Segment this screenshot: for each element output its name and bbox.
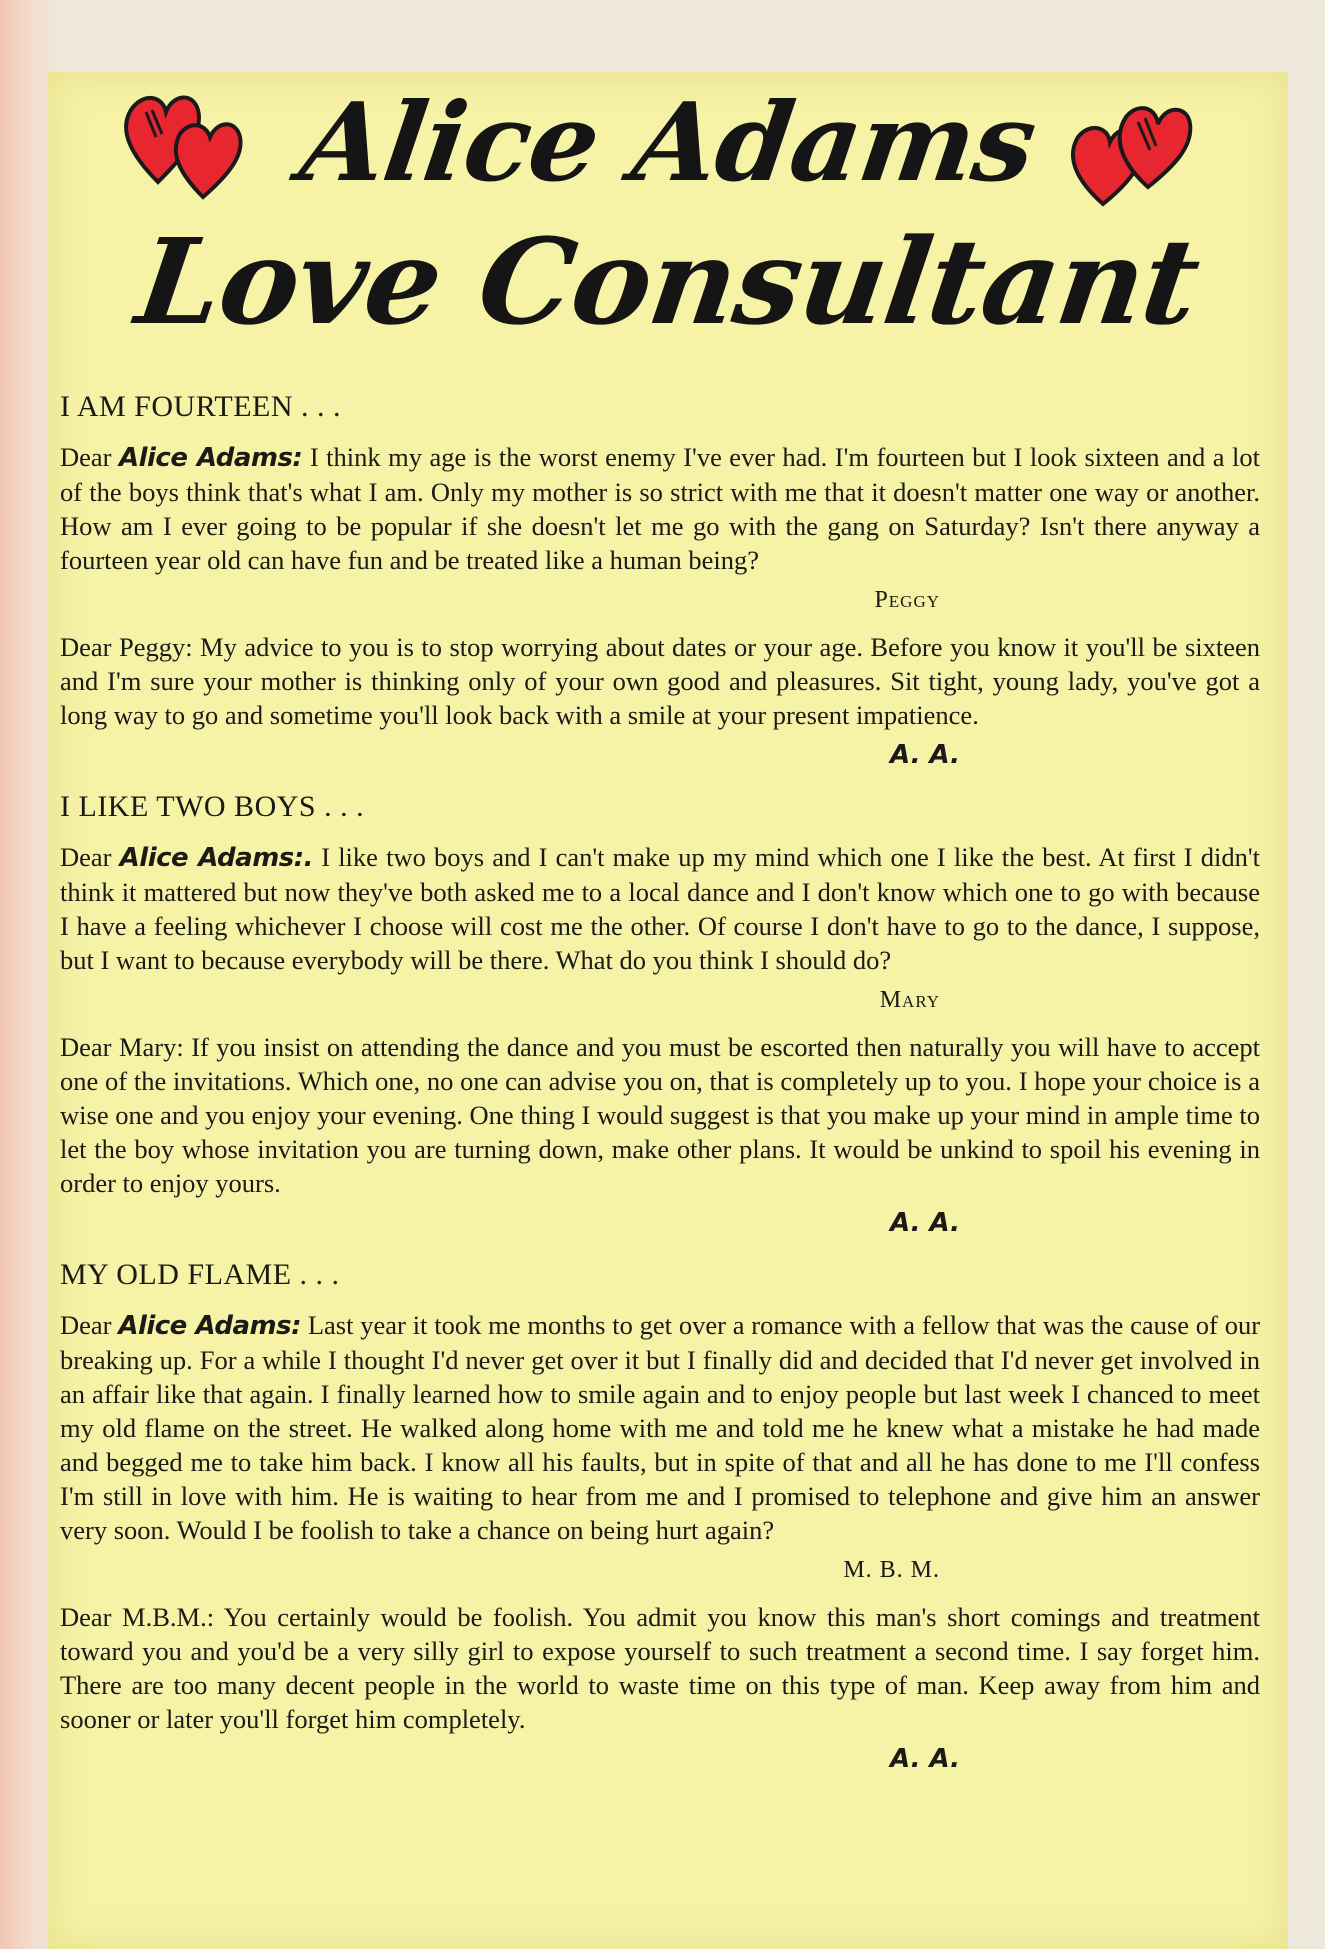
letter-addressee: Alice Adams:	[118, 1311, 302, 1341]
reply-salutation: Dear M.B.M.:	[60, 1602, 215, 1632]
reply-body: You certainly would be foolish. You admit you know this man's short comings and treatment toward you and you'd be a very silly girl to expose yourself to such treatment a second time. I say forget him. There are too many decent people in the world to waste time on this type of man. Keep away from him and sooner or later you'll forget him completely.	[60, 1602, 1260, 1734]
letter-section	[60, 390, 1260, 770]
letter-addressee: Alice Adams:	[118, 443, 303, 473]
letter-body: I think my age is the worst enemy I've ever had. I'm fourteen but I look sixteen and a lot of the boys think that's what I am. Only my mother is so strict with me that it doesn't matter one way or another. How am I ever going to be popular if she doesn't let me go with the gang on Saturday? Isn't there anyway a fourteen year old can have fun and be treated like a human being?	[60, 442, 1260, 575]
reply-text	[60, 1030, 1260, 1200]
letter-salutation: Dear	[60, 1310, 112, 1340]
letter-signature: Mary	[879, 987, 940, 1013]
letter-text	[60, 440, 1260, 577]
letter-heading: I LIKE TWO BOYS . . .	[60, 790, 365, 823]
title-alice-adams: Alice Adams	[293, 80, 1043, 206]
reply-signature: A. A.	[889, 1208, 960, 1238]
letter-signature: Peggy	[874, 587, 940, 613]
reply-body: If you insist on attending the dance and you must be escorted then naturally you will have to accept one of the invitations. Which one, no one can advise you on, that is completely up to you. I hope your choice is a wise one and you enjoy your evening. One thing I would suggest is that you make up your mind in ample time to let the boy whose invitation you are turning down, make other plans. It would be unkind to spoil his evening in order to enjoy yours.	[60, 1032, 1261, 1198]
reply-salutation: Dear Mary:	[60, 1032, 184, 1062]
letter-salutation: Dear	[60, 442, 112, 472]
letter-salutation: Dear	[60, 842, 112, 872]
letter-heading: I AM FOURTEEN . . .	[60, 390, 342, 423]
reply-text	[60, 630, 1260, 732]
reply-signature: A. A.	[889, 740, 960, 770]
reply-signature: A. A.	[889, 1744, 960, 1774]
title-love-consultant: Love Consultant	[129, 212, 1207, 351]
letter-section	[60, 790, 1260, 1238]
letters-column	[60, 390, 1260, 1794]
letter-body: I like two boys and I can't make up my mind which one I like the best. At first I didn't think it mattered but now they've both asked me to a local dance and I don't know which one to go with because I have a feeling whichever I choose will cost me the other. Of course I don't have to go to the dance, I suppose, but I want to because everybody will be there. What do you think I should do?	[60, 842, 1260, 975]
letter-text	[60, 1308, 1260, 1547]
reply-body: My advice to you is to stop worrying about dates or your age. Before you know it you'll be sixteen and I'm sure your mother is thinking only of your own good and pleasures. Sit tight, young lady, you've got a long way to go and sometime you'll look back with a smile at your present impatience.	[60, 632, 1261, 730]
letter-body: Last year it took me months to get over a romance with a fellow that was the cause of our breaking up. For a while I thought I'd never get over it but I finally did and decided that I'd never get involved in an affair like that again. I finally learned how to smile again and to enjoy people but last week I chanced to meet my old flame on the street. He walked along home with me and told me he knew what a mistake he had made and begged me to take him back. I know all his faults, but in spite of that and all he has done to me I'll confess I'm still in love with him. He is waiting to hear from me and I promised to telephone and give him an answer very soon. Would I be foolish to take a chance on being hurt again?	[60, 1310, 1261, 1545]
letter-addressee: Alice Adams:.	[119, 843, 314, 873]
column-header	[48, 72, 1288, 372]
reply-salutation: Dear Peggy:	[60, 632, 193, 662]
letter-section	[60, 1258, 1260, 1774]
reply-text	[60, 1600, 1260, 1736]
letter-heading: MY OLD FLAME . . .	[60, 1258, 340, 1291]
letter-text	[60, 840, 1260, 977]
letter-signature: M. B. M.	[843, 1557, 940, 1583]
comic-page	[48, 72, 1288, 1949]
